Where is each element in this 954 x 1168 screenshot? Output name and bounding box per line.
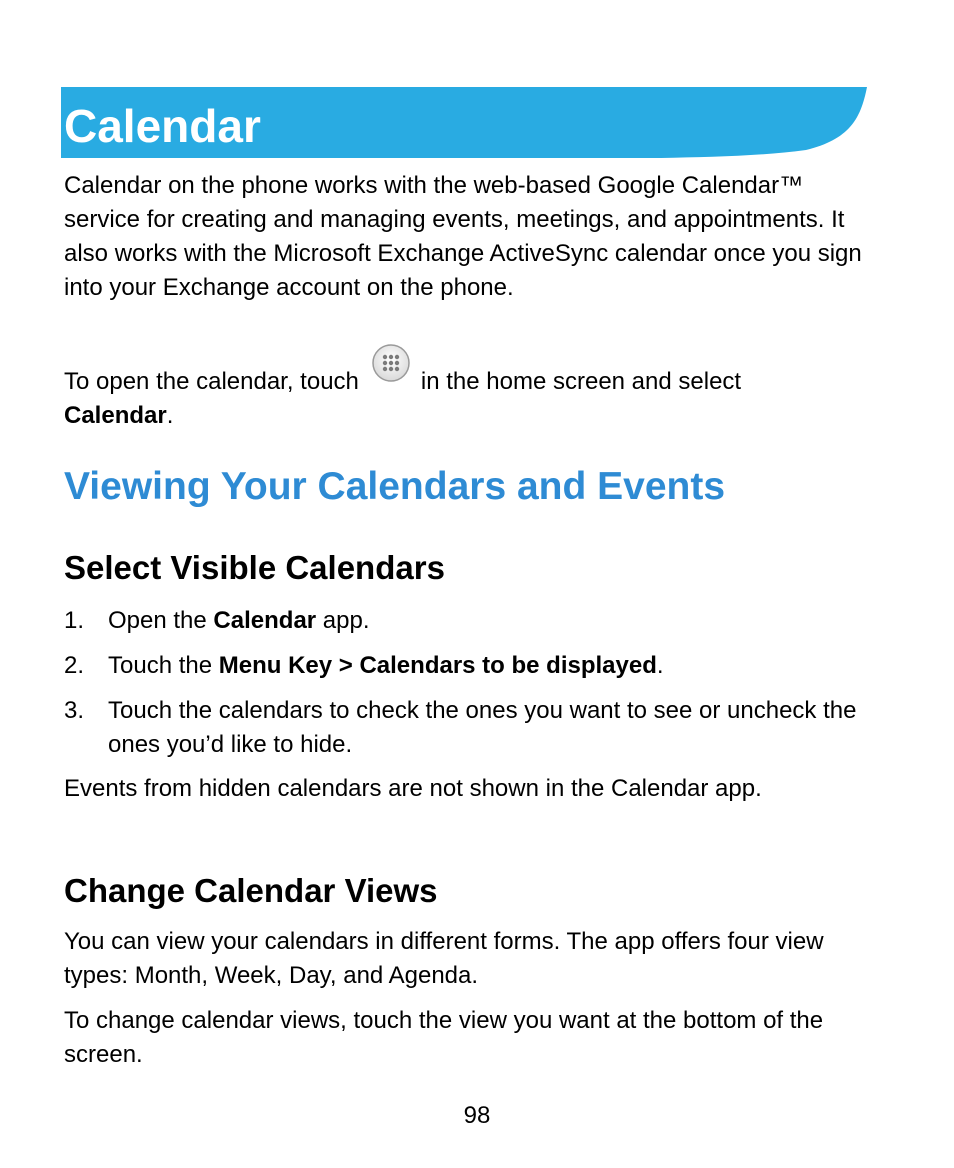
step-text: Touch the calendars to check the ones you want to see or uncheck the ones you’d like to hide.	[108, 697, 857, 758]
list-item	[64, 604, 864, 638]
steps-list	[64, 604, 864, 773]
view-types-paragraph: You can view your calendars in different forms. The app offers four view types: Month, Week, Day, and Agenda.	[64, 928, 824, 989]
subheading-change-views: Change Calendar Views	[64, 872, 438, 909]
change-view-paragraph: To change calendar views, touch the view you want at the bottom of the screen.	[64, 1007, 824, 1068]
intro-paragraph: Calendar on the phone works with the web-based Google Calendar™ service for creating and managing events, meetings, and appointments. It also works with the Microsoft Exchange ActiveSync calendar once you sign into your Exchange account on the phone.	[64, 172, 862, 301]
title-banner	[61, 87, 867, 158]
page-title: Calendar	[64, 100, 261, 152]
step-number: 1.	[64, 607, 85, 634]
step-text-end: app.	[316, 607, 370, 634]
hidden-calendars-note: Events from hidden calendars are not shown in the Calendar app.	[64, 775, 762, 802]
list-item	[64, 649, 864, 683]
subheading-select-visible: Select Visible Calendars	[64, 549, 445, 586]
instruction-text-after: in the home screen and select	[420, 368, 742, 395]
step-text: Touch the	[108, 652, 219, 679]
step-number: 2.	[64, 652, 85, 679]
apps-grid-icon	[371, 343, 411, 383]
step-bold: Menu Key > Calendars to be displayed	[218, 652, 657, 679]
section-heading: Viewing Your Calendars and Events	[64, 465, 726, 508]
step-text: Open the	[108, 607, 214, 634]
list-item	[64, 694, 864, 762]
step-bold: Calendar	[213, 607, 317, 634]
instruction-text-before: To open the calendar, touch	[64, 368, 359, 395]
instruction-end: .	[166, 402, 174, 429]
instruction-bold-calendar: Calendar	[64, 402, 167, 429]
open-calendar-instructions	[64, 355, 864, 433]
step-number: 3.	[64, 697, 85, 724]
page-number: 98	[463, 1102, 491, 1129]
step-text-end: .	[656, 652, 664, 679]
